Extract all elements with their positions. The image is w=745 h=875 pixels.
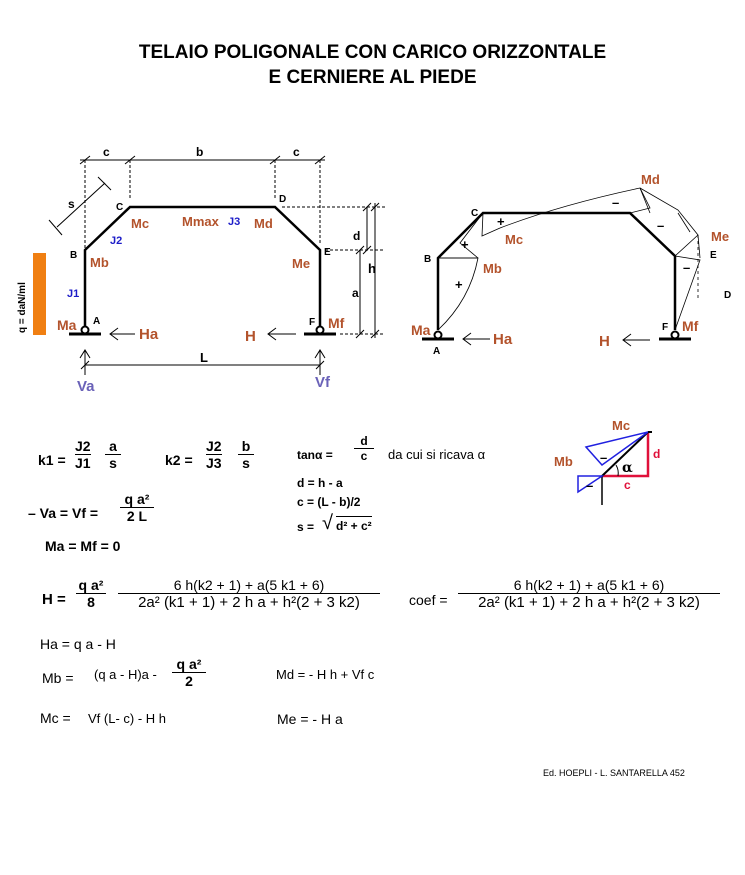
mb-expr: (q a - H)a - — [94, 667, 157, 682]
k1-fnum: a — [105, 438, 121, 455]
s-radicand: d² + c² — [336, 516, 372, 533]
detail-Mc: Mc — [612, 418, 631, 433]
k1-fraction-2 — [105, 438, 121, 471]
k1-lhs: k1 = — [38, 452, 66, 468]
sign-plus-BC: + — [461, 237, 469, 252]
k2-lhs: k2 = — [165, 452, 193, 468]
force-H: H — [245, 328, 256, 345]
dim-h: h — [368, 261, 376, 276]
dim-a: a — [352, 286, 359, 300]
tan-num: d — [354, 434, 374, 449]
member-J2: J2 — [110, 235, 123, 247]
detail-Mb: Mb — [554, 454, 573, 469]
sign-plus-AB: + — [455, 277, 463, 292]
dim-L: L — [200, 350, 208, 365]
coef-fraction — [458, 577, 720, 611]
H-num2: 6 h(k2 + 1) + a(5 k1 + 6) — [118, 577, 380, 594]
force-Va: Va — [77, 378, 95, 395]
frame-right-members — [438, 213, 675, 330]
H-den2: 2a² (k1 + 1) + 2 h a + h²(2 + 3 k2) — [138, 594, 360, 611]
moment-Mf: Mf — [328, 315, 345, 331]
title-line-1: TELAIO POLIGONALE CON CARICO ORIZZONTALE — [138, 42, 607, 63]
k2-num: J2 — [206, 438, 222, 454]
k2-fnum: b — [238, 438, 254, 455]
dim-b: b — [196, 145, 204, 159]
ha-equation: Ha = q a - H — [40, 636, 116, 652]
moment-Me: Me — [292, 256, 311, 271]
node-C: C — [116, 202, 124, 213]
r-node-B: B — [424, 254, 432, 265]
r-moment-Ma: Ma — [411, 322, 431, 338]
mb-den: 2 — [185, 673, 193, 689]
k1-fraction — [75, 438, 91, 471]
r-node-D: D — [724, 290, 732, 301]
k2-fraction-2 — [238, 438, 254, 471]
footer-credit: Ed. HOEPLI - L. SANTARELLA 452 — [543, 768, 685, 778]
k1-num: J2 — [75, 438, 91, 454]
r-moment-Md: Md — [641, 172, 660, 187]
tan-note: da cui si ricava α — [388, 447, 486, 462]
node-B: B — [70, 250, 78, 261]
title-line-2: E CERNIERE AL PIEDE — [268, 67, 477, 88]
k2-fden: s — [242, 455, 250, 471]
s-lhs: s = — [297, 520, 315, 534]
force-Vf: Vf — [315, 374, 330, 391]
r-moment-Mb: Mb — [483, 261, 502, 276]
sign-plus-C: + — [497, 214, 505, 229]
dim-c-left: c — [103, 145, 110, 159]
k1-den: J1 — [75, 455, 91, 471]
mb-lhs: Mb = — [42, 670, 74, 686]
H-den1: 8 — [87, 594, 95, 610]
node-A: A — [93, 316, 101, 327]
moment-Mb: Mb — [90, 255, 109, 270]
node-E: E — [324, 247, 331, 258]
me-equation: Me = - H a — [277, 711, 343, 727]
d-equation: d = h - a — [297, 476, 343, 490]
r-force-H: H — [599, 333, 610, 350]
load-label: q = daN/ml — [17, 282, 28, 333]
dim-s: s — [68, 197, 75, 211]
m-feet-equation: Ma = Mf = 0 — [45, 538, 121, 554]
r-node-A: A — [433, 346, 441, 357]
mc-expr: Vf (L- c) - H h — [88, 711, 167, 726]
mc-lhs: Mc = — [40, 710, 71, 726]
node-F: F — [309, 317, 316, 328]
k2-den: J3 — [206, 455, 222, 471]
member-J1: J1 — [67, 288, 80, 300]
v-lhs: – Va = Vf = — [28, 505, 99, 521]
moment-Ma: Ma — [57, 317, 77, 333]
dim-d: d — [353, 229, 361, 243]
sign-minus-DE: – — [657, 218, 665, 233]
tan-fraction — [354, 434, 374, 463]
coef-den: 2a² (k1 + 1) + 2 h a + h²(2 + 3 k2) — [478, 594, 700, 611]
detail-d: d — [653, 447, 661, 461]
tan-den: c — [360, 449, 368, 463]
r-node-E: E — [710, 250, 717, 261]
dim-c-right: c — [293, 145, 300, 159]
frame-right-moment-diagram — [0, 0, 745, 400]
detail-minus-2: – — [586, 478, 594, 493]
r-node-F: F — [662, 322, 669, 333]
md-equation: Md = - H h + Vf c — [276, 667, 375, 682]
r-moment-Me: Me — [711, 229, 730, 244]
v-fraction — [120, 491, 154, 524]
k2-fraction — [206, 438, 222, 471]
r-moment-Mf: Mf — [682, 318, 699, 334]
node-detail-diagram — [540, 410, 680, 510]
coef-lhs: coef = — [409, 592, 448, 608]
H-lhs: H = — [42, 591, 66, 608]
force-Ha: Ha — [139, 326, 159, 343]
node-D: D — [279, 194, 287, 205]
mb-fraction — [172, 656, 206, 689]
v-num: q a² — [120, 491, 154, 508]
coef-num: 6 h(k2 + 1) + a(5 k1 + 6) — [458, 577, 720, 594]
mb-num: q a² — [172, 656, 206, 673]
detail-alpha: α — [622, 460, 633, 476]
c-equation: c = (L - b)/2 — [297, 495, 361, 509]
H-num1: q a² — [76, 577, 106, 594]
r-force-Ha: Ha — [493, 331, 513, 348]
H-fraction-1 — [76, 577, 106, 610]
v-den: 2 L — [126, 508, 148, 524]
H-fraction-2 — [118, 577, 380, 611]
tan-lhs: tanα = — [297, 448, 333, 462]
k1-fden: s — [109, 455, 117, 471]
detail-minus-1: – — [600, 450, 608, 465]
member-J3: J3 — [228, 216, 241, 228]
sqrt-sign: √ — [322, 512, 333, 534]
r-moment-Mc: Mc — [505, 232, 524, 247]
detail-c: c — [624, 478, 631, 492]
sign-minus-D: – — [612, 195, 620, 210]
moment-Mc: Mc — [131, 216, 150, 231]
moment-Md: Md — [254, 216, 273, 231]
sign-minus-EF: – — [683, 260, 691, 275]
r-node-C: C — [471, 208, 479, 219]
moment-Mmax: Mmax — [182, 214, 219, 229]
